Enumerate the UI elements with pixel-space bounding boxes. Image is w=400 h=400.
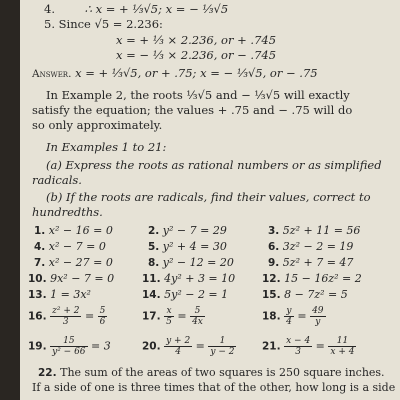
calc-line-2: x = − ⅓ × 2.236, or − .745 <box>116 48 277 62</box>
problem-13: 13. 1 = 3x² <box>28 288 91 301</box>
problem-22-line-2: If a side of one is three times that of the other, how long is a side <box>32 381 396 394</box>
problem-5: 5. y² + 4 = 30 <box>148 240 227 253</box>
problem-14: 14. 5y² − 2 = 1 <box>142 288 229 301</box>
problem-2: 2. y² − 7 = 29 <box>148 224 227 237</box>
problem-11: 11. 4y² + 3 = 10 <box>142 272 236 285</box>
problem-7: 7. x² − 27 = 0 <box>34 256 113 269</box>
problem-19: 19. $\frac{15}{\text{y² − 66}}$ = 3 <box>28 336 111 357</box>
problem-8: 8. y² − 12 = 20 <box>148 256 234 269</box>
problem-10: 10. 9x² − 7 = 0 <box>28 272 115 285</box>
problem-6: 6. 3z² − 2 = 19 <box>268 240 354 253</box>
instruction-b-2: hundredths. <box>32 205 103 219</box>
problem-16: 16. $\frac{\text{z² + 2}}{3}$ = $\frac{5}{6}$ <box>28 306 106 327</box>
paragraph-line-1: In Example 2, the roots ⅓√5 and − ⅓√5 will exactly <box>46 88 350 102</box>
problem-15: 15. 8 − 7z² = 5 <box>262 288 348 301</box>
paragraph-line-2: satisfy the equation; the values + .75 and − .75 will do <box>32 103 353 117</box>
textbook-page <box>20 0 400 400</box>
calc-line-1: x = + ⅓ × 2.236, or + .745 <box>116 33 277 47</box>
problem-4: 4. x² − 7 = 0 <box>34 240 106 253</box>
problem-3: 3. 5z² + 11 = 56 <box>268 224 361 237</box>
problem-20: 20. $\frac{y + 2}{4}$ = $\frac{1}{y - 2}$ <box>142 336 235 357</box>
step-4: 4. ∴ x = + ⅓√5; x = − ⅓√5 <box>44 2 229 16</box>
problem-12: 12. 15 − 16z² = 2 <box>262 272 362 285</box>
instruction-a-1: (a) Express the roots as rational numbers or as simplified <box>46 158 382 172</box>
problem-17: 17. $\frac{x}{5}$ = $\frac{5}{4x}$ <box>142 306 203 327</box>
examples-heading: In Examples 1 to 21: <box>46 140 167 154</box>
problem-9: 9. 5z² + 7 = 47 <box>268 256 354 269</box>
problem-18: 18. $\frac{y}{4}$ = $\frac{49}{y}$ <box>262 306 324 327</box>
problem-1: 1. x² − 16 = 0 <box>34 224 113 237</box>
problem-22-line-1: 22. The sum of the areas of two squares is 250 square inches. <box>38 366 385 379</box>
instruction-a-2: radicals. <box>32 173 82 187</box>
problem-21: 21. $\frac{x - 4}{3}$ = $\frac{11}{x + 4}$ <box>262 336 355 357</box>
step-5: 5. Since √5 = 2.236: <box>44 17 163 31</box>
instruction-b-1: (b) If the roots are radicals, find their values, correct to <box>46 190 371 204</box>
answer-line: Answer. x = + ⅓√5, or + .75; x = − ⅓√5, or − .75 <box>32 66 318 80</box>
paragraph-line-3: so only approximately. <box>32 118 163 132</box>
